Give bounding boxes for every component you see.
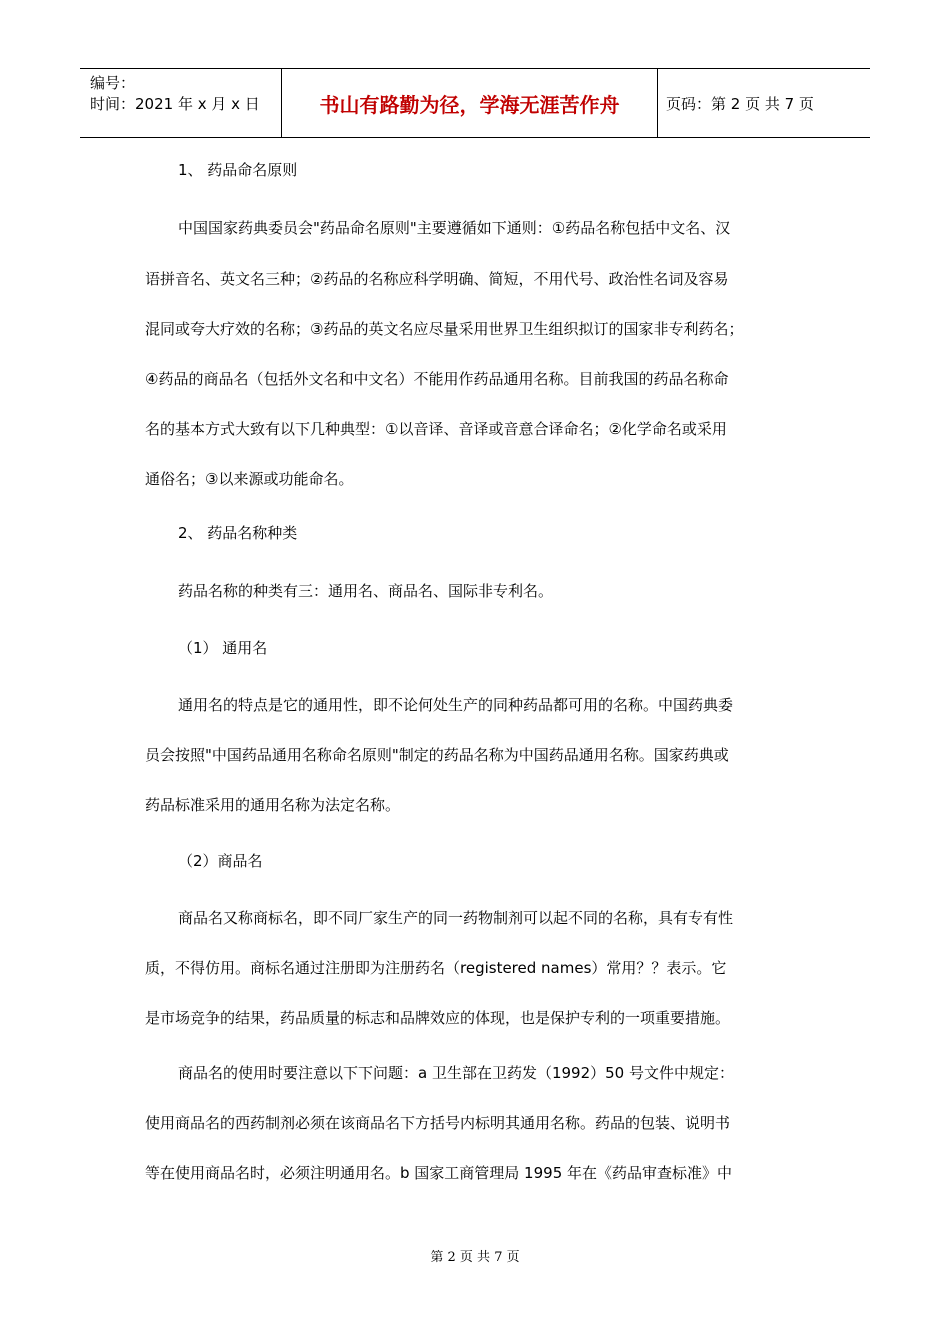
paragraph-line: 通用名的特点是它的通用性，即不论何处生产的同种药品都可用的名称。中国药典委: [178, 696, 734, 714]
page-footer: 第 2 页 共 7 页: [430, 1250, 520, 1265]
page-header: [80, 68, 870, 138]
subsection-heading-2: （2）商品名: [178, 852, 263, 870]
header-page-code: 页码：第 2 页 共 7 页: [666, 94, 814, 113]
section-heading-1: 1、 药品命名原则: [178, 161, 298, 179]
paragraph-line: 商品名的使用时要注意以下下问题：a 卫生部在卫药发（1992）50 号文件中规定：: [178, 1064, 734, 1082]
paragraph-line: 是市场竞争的结果，药品质量的标志和品牌效应的体现，也是保护专利的一项重要措施。: [145, 1009, 731, 1027]
paragraph-line: 员会按照"中国药品通用名称命名原则"制定的药品名称为中国药品通用名称。国家药典或: [145, 746, 729, 764]
paragraph-line: 语拼音名、英文名三种；②药品的名称应科学明确、简短，不用代号、政治性名词及容易: [145, 270, 729, 288]
paragraph-line: 等在使用商品名时，必须注明通用名。b 国家工商管理局 1995 年在《药品审查标准》中: [145, 1164, 733, 1182]
header-info-cell: [80, 69, 281, 137]
paragraph-line: 中国国家药典委员会"药品命名原则"主要遵循如下通则：①药品名称包括中文名、汉: [178, 219, 731, 237]
document-number-label: 编号：: [90, 74, 136, 92]
header-motto: 书山有路勤为径，学海无涯苦作舟: [281, 69, 658, 137]
paragraph-line: 药品名称的种类有三：通用名、商品名、国际非专利名。: [178, 582, 554, 600]
paragraph-line: 药品标准采用的通用名称为法定名称。: [145, 796, 401, 814]
subsection-heading-1: （1） 通用名: [178, 639, 268, 657]
paragraph-line: 名的基本方式大致有以下几种典型：①以音译、音译或音意合译命名；②化学命名或采用: [145, 420, 727, 438]
paragraph-line: 商品名又称商标名，即不同厂家生产的同一药物制剂可以起不同的名称，具有专有性: [178, 909, 734, 927]
paragraph-line: ④药品的商品名（包括外文名和中文名）不能用作药品通用名称。目前我国的药品名称命: [145, 370, 729, 388]
paragraph-line: 使用商品名的西药制剂必须在该商品名下方括号内标明其通用名称。药品的包装、说明书: [145, 1114, 731, 1132]
paragraph-line: 混同或夸大疗效的名称；③药品的英文名应尽量采用世界卫生组织拟订的国家非专利药名；: [145, 320, 744, 338]
paragraph-line: 质，不得仿用。商标名通过注册即为注册药名（registered names）常用？？表示。它: [145, 959, 727, 977]
document-date-label: 时间：2021 年 x 月 x 日: [90, 95, 260, 113]
paragraph-line: 通俗名；③以来源或功能命名。: [145, 470, 354, 488]
section-heading-2: 2、 药品名称种类: [178, 524, 298, 542]
